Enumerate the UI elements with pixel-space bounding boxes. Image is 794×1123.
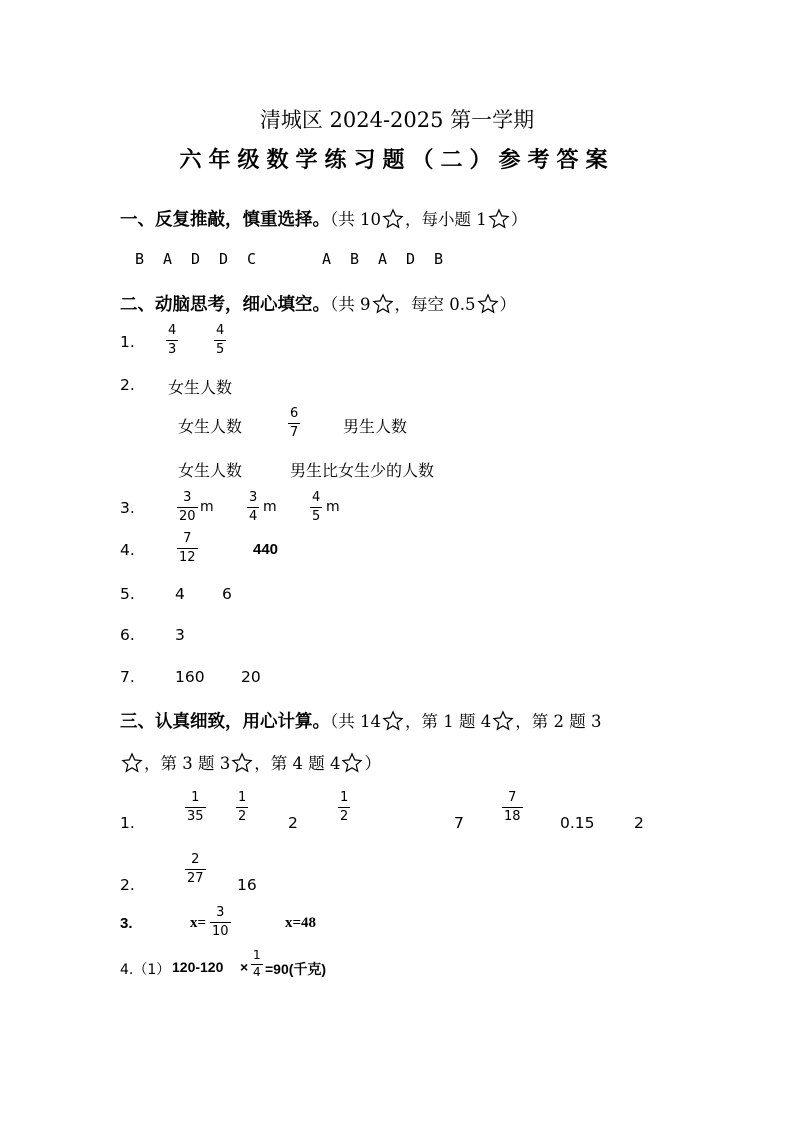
numerator: 4 <box>312 490 321 505</box>
unit: m <box>263 499 277 515</box>
denominator: 2 <box>340 809 349 824</box>
fraction-bar <box>214 340 226 341</box>
question-label: 5. <box>120 585 135 603</box>
fraction <box>185 790 206 824</box>
section-2-note-c: ） <box>499 295 516 314</box>
answer-text: x= <box>190 915 207 931</box>
choice-answer: B <box>350 250 360 268</box>
numerator: 6 <box>290 406 299 421</box>
numerator: 2 <box>191 852 200 867</box>
numerator: 1 <box>238 790 247 805</box>
fraction <box>310 490 322 524</box>
star-icon <box>382 208 404 230</box>
unit: m <box>326 499 340 515</box>
question-label: 2. <box>120 376 135 394</box>
fraction-bar <box>247 507 259 508</box>
numerator: 1 <box>340 790 349 805</box>
unit: m <box>200 499 214 515</box>
numerator: 3 <box>183 490 192 505</box>
question-label: 2. <box>120 876 135 894</box>
document-title: 清城区 2024-2025 第一学期 <box>259 108 535 132</box>
section-3-note-f: ） <box>364 754 381 773</box>
denominator: 4 <box>253 965 261 979</box>
question-label: 4.（1） <box>120 962 171 978</box>
question-label: 7. <box>120 668 135 686</box>
choice-answer: C <box>247 250 257 268</box>
star-icon <box>121 752 143 774</box>
fraction-bar <box>502 807 523 808</box>
fraction <box>338 790 350 824</box>
denominator: 7 <box>290 425 299 440</box>
star-icon <box>492 710 514 732</box>
choice-answer: A <box>163 250 173 268</box>
answer-value: 7 <box>454 814 464 832</box>
question-label: 3. <box>120 915 133 932</box>
numerator: 1 <box>191 790 200 805</box>
denominator: 2 <box>238 809 247 824</box>
section-2-heading <box>120 291 516 316</box>
section-1-heading <box>120 206 527 231</box>
denominator: 3 <box>168 342 177 357</box>
denominator: 18 <box>504 809 521 824</box>
star-icon <box>477 293 499 315</box>
expression: =90(千克) <box>265 961 327 977</box>
answer-value: 440 <box>253 541 279 558</box>
question-label: 1. <box>120 814 135 832</box>
fraction-bar <box>310 507 322 508</box>
section-3-heading-cont <box>120 750 381 774</box>
answer-text: 女生人数 <box>178 417 243 436</box>
denominator: 12 <box>179 550 196 565</box>
section-1-note-b: ，每小题 1 <box>405 210 487 229</box>
answer-text: 女生人数 <box>168 378 233 397</box>
fraction-bar <box>185 807 206 808</box>
fraction-bar <box>288 423 300 424</box>
section-3-note-c: ，第 2 题 3 <box>515 712 602 731</box>
section-2-title: 二、动脑思考，细心填空。 <box>120 295 330 315</box>
answer-value: 160 <box>175 668 205 686</box>
choice-answer: B <box>135 250 145 268</box>
fraction <box>177 490 198 524</box>
fraction <box>251 949 263 979</box>
answer-text: 女生人数 <box>178 461 243 480</box>
denominator: 5 <box>312 509 321 524</box>
answer-value: 2 <box>634 814 644 832</box>
fraction-bar <box>185 869 206 870</box>
section-1-note-c: ） <box>510 210 528 229</box>
answer-value: 4 <box>175 585 185 603</box>
star-icon <box>372 293 394 315</box>
fraction-bar <box>338 807 350 808</box>
fraction-bar <box>236 807 248 808</box>
numerator: 4 <box>216 323 225 338</box>
answer-value: 16 <box>237 876 257 894</box>
choice-answer: B <box>434 250 444 268</box>
fraction-bar <box>177 548 198 549</box>
fraction <box>236 790 248 824</box>
numerator: 1 <box>253 948 261 962</box>
numerator: 3 <box>216 905 225 920</box>
answer-value: 0.15 <box>560 814 595 832</box>
fraction-bar <box>210 922 231 923</box>
section-3-note-a: （共 14 <box>330 712 381 731</box>
answer-value: 6 <box>222 585 232 603</box>
answer-text: 男生比女生少的人数 <box>290 461 435 480</box>
answer-text: 男生人数 <box>343 417 408 436</box>
choice-answer: D <box>191 250 201 268</box>
section-3-heading <box>120 708 601 733</box>
numerator: 7 <box>183 531 192 546</box>
choice-answer: A <box>378 250 388 268</box>
fraction <box>177 531 198 565</box>
star-icon <box>341 752 363 774</box>
fraction <box>185 852 206 886</box>
fraction-bar <box>166 340 178 341</box>
section-1-note-a: （共 10 <box>330 210 381 229</box>
star-icon <box>231 752 253 774</box>
section-3-note-d: ，第 3 题 3 <box>144 754 231 773</box>
numerator: 7 <box>508 790 517 805</box>
choice-answer: D <box>406 250 416 268</box>
answer-value: 20 <box>241 668 261 686</box>
choice-answer: D <box>219 250 229 268</box>
denominator: 20 <box>179 509 196 524</box>
times-sign: × <box>240 959 249 975</box>
denominator: 4 <box>249 509 258 524</box>
denominator: 35 <box>187 809 204 824</box>
choice-answer: A <box>322 250 332 268</box>
expression: 120-120 <box>172 959 224 975</box>
section-1-title: 一、反复推敲，慎重选择。 <box>120 210 330 230</box>
fraction <box>210 905 231 939</box>
section-2-note-b: ，每空 0.5 <box>394 295 476 314</box>
fraction <box>502 790 523 824</box>
numerator: 4 <box>168 323 177 338</box>
answer-value: 2 <box>288 814 298 832</box>
question-label: 1. <box>120 333 135 351</box>
question-label: 6. <box>120 626 135 644</box>
denominator: 5 <box>216 342 225 357</box>
fraction <box>247 490 259 524</box>
section-3-note-e: ，第 4 题 4 <box>254 754 341 773</box>
question-label: 4. <box>120 541 135 559</box>
question-label: 3. <box>120 499 135 517</box>
numerator: 3 <box>249 490 258 505</box>
fraction <box>214 323 226 357</box>
denominator: 10 <box>212 924 229 939</box>
answer-text: x=48 <box>285 915 317 931</box>
section-2-note-a: （共 9 <box>330 295 371 314</box>
section-3-note-b: ，第 1 题 4 <box>405 712 492 731</box>
denominator: 27 <box>187 871 204 886</box>
document-subtitle: 六年级数学练习题（二）参考答案 <box>179 147 615 173</box>
answer-value: 3 <box>175 626 185 644</box>
star-icon <box>488 208 510 230</box>
star-icon <box>382 710 404 732</box>
fraction <box>288 406 300 440</box>
fraction-bar <box>177 507 198 508</box>
section-3-title: 三、认真细致，用心计算。 <box>120 712 330 732</box>
fraction <box>166 323 178 357</box>
